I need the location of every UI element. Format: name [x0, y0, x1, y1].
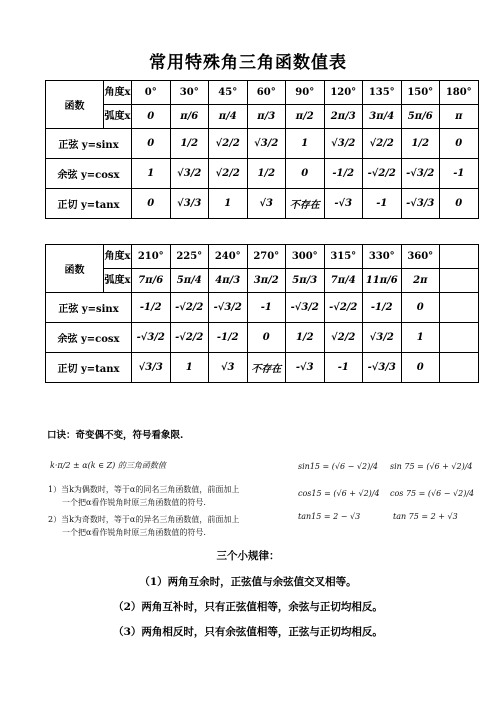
angle-degree: 45°: [209, 81, 248, 105]
angle-radian: 0: [132, 105, 171, 129]
angle-degree: 90°: [286, 81, 325, 105]
angle-radian: 2π/3: [324, 105, 363, 129]
function-value: √3/2: [170, 159, 209, 189]
function-value: -1/2: [209, 323, 248, 353]
k-rule-1-line-2: 一个把α看作锐角时原三角函数值的符号.: [62, 498, 206, 507]
function-value: 1/2: [401, 129, 440, 159]
angle-degree: 315°: [324, 245, 363, 269]
angle-radian: π/3: [247, 105, 286, 129]
angle-label: 角度x: [104, 245, 132, 269]
function-value: 0: [401, 353, 440, 383]
angle-radian: 7π/4: [324, 269, 363, 293]
cos75-formula: cos 75 = (√6 − √2)/4: [390, 489, 475, 498]
angle-degree: 30°: [170, 81, 209, 105]
function-value: 1: [170, 353, 209, 383]
rule-2: （2）两角互补时，只有正弦值相等，余弦与正切均相反。: [113, 601, 383, 613]
function-value: -√3/2: [401, 159, 440, 189]
function-value: -1/2: [324, 159, 363, 189]
function-label: 正切 y=tanx: [46, 189, 132, 219]
angle-radian: 2π: [401, 269, 440, 293]
corner-label: 函数: [46, 81, 104, 129]
function-value: -1/2: [132, 293, 171, 323]
function-value: -√3/2: [209, 293, 248, 323]
function-value: 1/2: [286, 323, 325, 353]
angle-radian: π/6: [170, 105, 209, 129]
function-value: 0: [247, 323, 286, 353]
angle-degree: 210°: [132, 245, 171, 269]
angle-degree: 330°: [363, 245, 402, 269]
angle-degree: 240°: [209, 245, 248, 269]
cos15-formula: cos15 = (√6 + √2)/4: [298, 489, 380, 498]
function-value: 不存在: [286, 189, 325, 219]
angle-degree: 60°: [247, 81, 286, 105]
function-value: 0: [286, 159, 325, 189]
function-value: √3/3: [170, 189, 209, 219]
function-value: √2/2: [209, 159, 248, 189]
empty-cell: [440, 269, 479, 293]
function-value: -1: [324, 353, 363, 383]
function-value: √3: [209, 353, 248, 383]
function-value: 0: [440, 189, 479, 219]
function-value: 1: [401, 323, 440, 353]
function-label: 正切 y=tanx: [46, 353, 132, 383]
function-label: 正弦 y=sinx: [46, 293, 132, 323]
angle-degree: 360°: [401, 245, 440, 269]
angle-radian: π: [440, 105, 479, 129]
function-value: 1: [286, 129, 325, 159]
empty-cell: [440, 353, 479, 383]
function-value: √3/3: [132, 353, 171, 383]
angle-degree: 135°: [363, 81, 402, 105]
angle-radian: 4π/3: [209, 269, 248, 293]
function-value: -√2/2: [363, 159, 402, 189]
angle-radian: 5π/6: [401, 105, 440, 129]
trig-table-1: [45, 80, 479, 219]
tan15-formula: tan15 = 2 − √3: [298, 512, 361, 521]
function-value: -1: [247, 293, 286, 323]
function-value: 0: [132, 129, 171, 159]
sin15-formula: sin15 = (√6 − √2)/4: [298, 462, 378, 471]
function-value: -√3/2: [286, 293, 325, 323]
function-value: 1/2: [170, 129, 209, 159]
function-value: √2/2: [324, 323, 363, 353]
function-value: -√2/2: [170, 323, 209, 353]
angle-radian: 11π/6: [363, 269, 402, 293]
angle-radian: 5π/3: [286, 269, 325, 293]
function-value: -√3: [324, 189, 363, 219]
function-value: √3/2: [247, 129, 286, 159]
angle-degree: 270°: [247, 245, 286, 269]
function-value: -√3: [286, 353, 325, 383]
corner-label: 函数: [46, 245, 104, 293]
page-title: 常用特殊角三角函数值表: [149, 53, 347, 73]
rules-title: 三个小规律：: [216, 550, 280, 562]
function-value: 0: [132, 189, 171, 219]
function-value: -√3/3: [401, 189, 440, 219]
angle-radian: π/4: [209, 105, 248, 129]
empty-cell: [440, 245, 479, 269]
function-value: -1: [440, 159, 479, 189]
angle-degree: 0°: [132, 81, 171, 105]
function-value: 1/2: [247, 159, 286, 189]
function-value: -√2/2: [324, 293, 363, 323]
function-value: 1: [132, 159, 171, 189]
trig-table-2: [45, 244, 479, 383]
empty-cell: [440, 323, 479, 353]
function-label: 余弦 y=cosx: [46, 323, 132, 353]
function-label: 正弦 y=sinx: [46, 129, 132, 159]
function-value: √2/2: [363, 129, 402, 159]
function-value: -√2/2: [170, 293, 209, 323]
k-formula: k·π/2 ± α(k ∈ Z) 的三角函数值: [50, 461, 166, 470]
angle-radian: 5π/4: [170, 269, 209, 293]
function-label: 余弦 y=cosx: [46, 159, 132, 189]
function-value: 0: [401, 293, 440, 323]
angle-radian: 3π/2: [247, 269, 286, 293]
rule-1: （1）两角互余时，正弦值与余弦值交叉相等。: [139, 576, 357, 588]
angle-degree: 225°: [170, 245, 209, 269]
function-value: √3/2: [363, 323, 402, 353]
function-value: 不存在: [247, 353, 286, 383]
function-value: -1: [363, 189, 402, 219]
function-value: -√3/2: [132, 323, 171, 353]
radian-label: 弧度x: [104, 105, 132, 129]
function-value: 0: [440, 129, 479, 159]
radian-label: 弧度x: [104, 269, 132, 293]
angle-radian: 3π/4: [363, 105, 402, 129]
angle-radian: 7π/6: [132, 269, 171, 293]
angle-degree: 150°: [401, 81, 440, 105]
function-value: √3/2: [324, 129, 363, 159]
rule-3: （3）两角相反时，只有余弦值相等，正弦与正切均相反。: [113, 626, 383, 638]
angle-radian: π/2: [286, 105, 325, 129]
sin75-formula: sin 75 = (√6 + √2)/4: [390, 462, 473, 471]
k-rule-2-line-1: 2）当k为奇数时，等于α的异名三角函数值，前面加上: [48, 515, 240, 524]
k-rule-1-line-1: 1）当k为偶数时，等于α的同名三角函数值，前面加上: [48, 485, 240, 494]
angle-degree: 300°: [286, 245, 325, 269]
function-value: √3: [247, 189, 286, 219]
function-value: 1: [209, 189, 248, 219]
angle-degree: 120°: [324, 81, 363, 105]
mnemonic: 口诀：奇变偶不变，符号看象限.: [47, 430, 184, 441]
angle-degree: 180°: [440, 81, 479, 105]
function-value: -1/2: [363, 293, 402, 323]
tan75-formula: tan 75 = 2 + √3: [393, 512, 458, 521]
empty-cell: [440, 293, 479, 323]
angle-label: 角度x: [104, 81, 132, 105]
function-value: -√3/3: [363, 353, 402, 383]
k-rule-2-line-2: 一个把α看作锐角时原三角函数值的符号.: [62, 528, 206, 537]
function-value: √2/2: [209, 129, 248, 159]
